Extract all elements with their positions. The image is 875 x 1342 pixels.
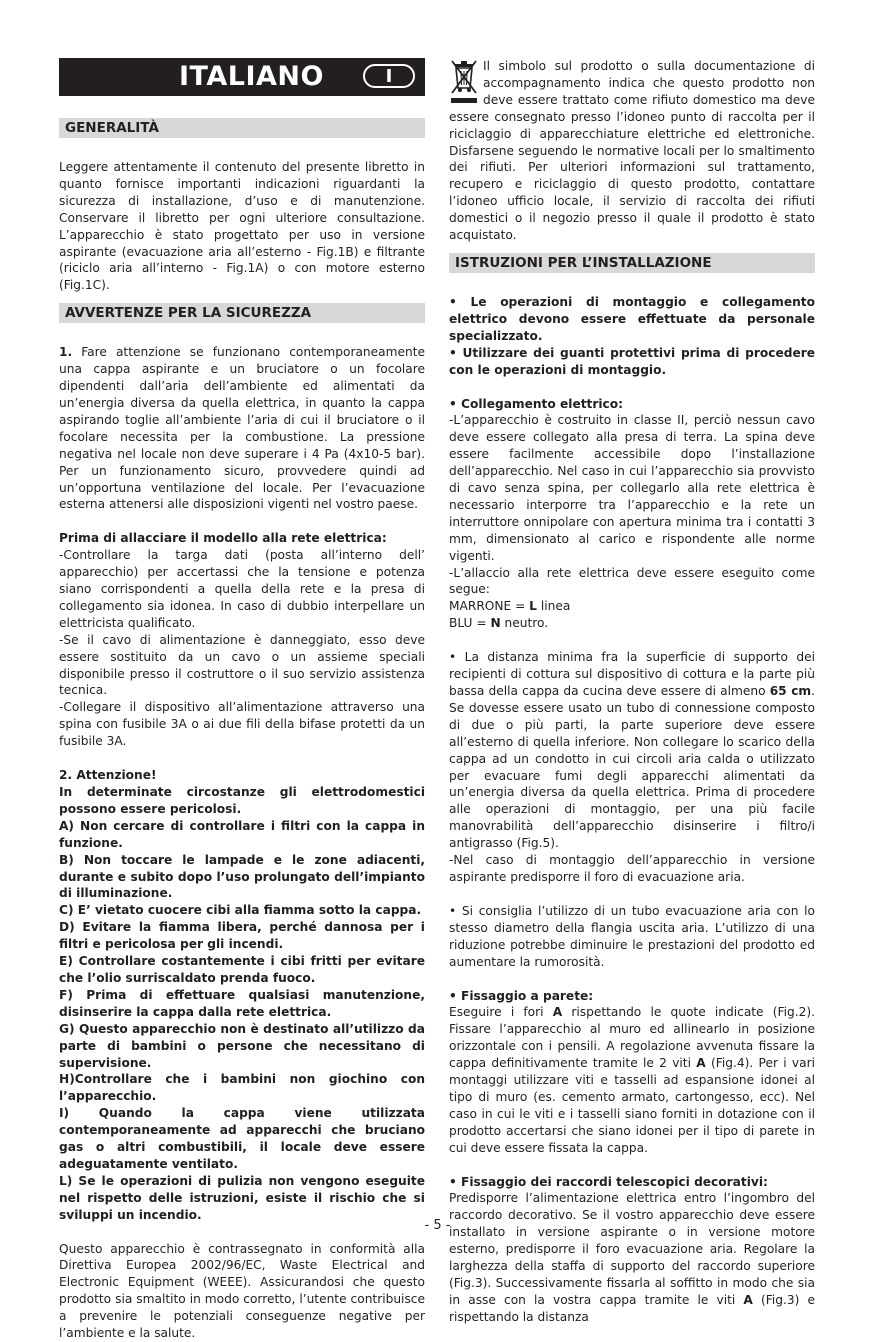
distanza-paragraph	[449, 649, 815, 852]
wire-marrone-label: MARRONE =	[449, 599, 530, 614]
warning-1-number: 1.	[59, 345, 73, 360]
tubo-paragraph: • Si consiglia l’utilizzo di un tubo evacuazione aria con lo stesso diametro della flangia uscita aria. L’utilizzo di una riduzione potrebbe diminuire le prestazioni del prodotto ed aumentare la rumorosità.	[449, 903, 815, 969]
attenzione-item: G) Questo apparecchio non è destinato all’utilizzo da parte di bambini o persone che necessitano di supervisione.	[59, 1021, 425, 1070]
distanza-text-post: . Se dovesse essere usato un tubo di connessione composto di due o più parti, la parte superiore deve essere all’esterno di quella inferiore. Non collegare lo scarico della cappa ad un condotto in cui circoli aria calda o utilizzato per evacuare fumi degli apparecchi alimentati da un’energia diversa da quella elettrica. Prima di procedere alle operazioni di montaggio, per una più facile manovrabilità dell’apparecchio disinserire i filtro/i antigrasso (Fig.5).	[449, 684, 815, 851]
collegamento-paragraph: -L’apparecchio è costruito in classe II, perciò nessun cavo deve essere collegato alla presa di terra. La spina deve essere facilmente accessibile dopo l’installazione dell’apparecchio. Nel caso in cui l’apparecchio sia provvisto di cavo senza spina, per collegarlo alla rete elettrica è necessario interporre tra l’apparecchio e la rete un interruttore onnipolare con apertura minima tra i contatti 3 mm, dimensionato al carico e rispondente alle norme vigenti.	[449, 413, 815, 563]
collegamento-heading: • Collegamento elettrico:	[449, 396, 624, 411]
fissaggio-text-mid: rispettando le quote indicate (Fig.2). Fissare l’apparecchio al muro ed allinearlo in posizione orizzontale con i pensili. A regolazione avvenuta fissare la cappa definitivamente tramite le 2 viti	[449, 1005, 815, 1071]
wire-marrone-code: L	[529, 599, 537, 614]
language-title-bar	[59, 58, 425, 96]
prima-heading: Prima di allacciare il modello alla rete elettrica:	[59, 531, 387, 546]
weee-paragraph: Questo apparecchio è contrassegnato in conformità alla Direttiva Europea 2002/96/EC, Waste Electrical and Electronic Equipment (WEEE). Assicurandosi che questo prodotto sia smaltito in modo corretto, l’utente contribuisce a prevenire le potenziali conseguenze negative per l’ambiente e la salute.	[59, 1241, 425, 1341]
installation-warning: • Le operazioni di montaggio e collegamento elettrico devono essere effettuate da personale specializzato.	[449, 294, 815, 343]
wire-blu-suffix: neutro.	[500, 616, 549, 631]
section-heading-generalita: GENERALITÀ	[59, 118, 425, 138]
wire-blu-label: BLU =	[449, 616, 491, 631]
prima-item: -Se il cavo di alimentazione è danneggiato, esso deve essere sostituito da un cavo o un assieme speciali disponibile presso il costruttore o il suo servizio assistenza tecnica.	[59, 632, 425, 698]
language-code-badge: I	[363, 64, 415, 88]
intro-paragraph: Leggere attentamente il contenuto del presente libretto in quanto fornisce importanti indicazioni riguardanti la sicurezza di installazione, d’uso e di manutenzione. Conservare il libretto per ogni ulteriore consultazione. L’apparecchio è stato progettato per uso in versione aspirante (evacuazione aria all’esterno - Fig.1B) e filtrante (riciclo aria all’interno - Fig.1A) o con motore esterno (Fig.1C).	[59, 160, 425, 293]
attenzione-item: I) Quando la cappa viene utilizzata contemporaneamente ad apparecchi che bruciano gas o altri combustibili, il locale deve essere adeguatamente ventilato.	[59, 1106, 425, 1171]
prima-item: -Collegare il dispositivo all’alimentazione attraverso una spina con fusibile 3A o ai due fili della bifase protetti da un fusibile 3A.	[59, 700, 425, 749]
distanza-text-pre: • La distanza minima fra la superficie di supporto dei recipienti di cottura sul dispositivo di cottura e la parte più bassa della cappa da cucina deve essere di almeno	[449, 650, 815, 698]
page-number: - 5 -	[424, 1218, 451, 1233]
right-column	[449, 58, 815, 1326]
fissaggio-ref-a: A	[552, 1005, 563, 1020]
wire-blu	[449, 615, 815, 632]
crossed-bin-icon	[449, 58, 479, 106]
attenzione-item: A) Non cercare di controllare i filtri con la cappa in funzione.	[59, 818, 425, 850]
attenzione-item: D) Evitare la fiamma libera, perché dannosa per i filtri e pericolosa per gli incendi.	[59, 920, 425, 952]
fissaggio-heading: • Fissaggio a parete:	[449, 988, 594, 1003]
attenzione-heading: 2. Attenzione!	[59, 768, 157, 783]
prima-item: -Controllare la targa dati (posta all’interno dell’ apparecchio) per accertassi che la tensione e potenza siano corrispondenti a quella della rete e la presa di collegamento sia idonea. In caso di dubbio interpellare un elettricista qualificato.	[59, 548, 425, 630]
attenzione-item: C) E’ vietato cuocere cibi alla fiamma sotto la cappa.	[59, 903, 422, 918]
wire-marrone	[449, 598, 815, 615]
section-heading-avvertenze: AVVERTENZE PER LA SICUREZZA	[59, 303, 425, 323]
raccordi-text-post: (Fig.3) e rispettando la distanza	[449, 1292, 815, 1324]
wire-marrone-suffix: linea	[536, 599, 571, 614]
warning-1-text: Fare attenzione se funzionano contemporaneamente una cappa aspirante e un bruciatore o un focolare dipendenti dall’aria dell’ambiente ed alimentati da un’energia diversa da quella elettrica, in quanto la cappa aspirando toglie all’ambiente l’aria di cui il bruciatore o il focolare necessita per la combustione. La pressione negativa nel locale non deve superare i 4 Pa (4x10-5 bar). Per un funzionamento sicuro, provvedere quindi ad un’opportuna ventilazione del locale. Per l’evacuazione esterna attenersi alle disposizioni vigenti nel vostro paese.	[59, 345, 425, 512]
left-column	[59, 58, 425, 1342]
collegamento-paragraph-2: -L’allaccio alla rete elettrica deve essere eseguito come segue:	[449, 565, 815, 597]
fissaggio-text-pre: Eseguire i fori	[449, 1005, 553, 1020]
raccordi-heading: • Fissaggio dei raccordi telescopici decorativi:	[449, 1174, 768, 1189]
distanza-paragraph-2: -Nel caso di montaggio dell’apparecchio in versione aspirante predisporre il foro di evacuazione aria.	[449, 853, 815, 884]
fissaggio-text-post: (Fig.4). Per i vari montaggi utilizzare viti e tasselli ad espansione idonei al tipo di muro (es. cemento armato, cartongesso, ecc). Nel caso in cui le viti e i tasselli siano forniti in dotazione con il prodotto accertarsi che siano idonei per il tipo di parete in cui deve essere fissata la cappa.	[449, 1056, 815, 1155]
attenzione-item: L) Se le operazioni di pulizia non vengono eseguite nel rispetto delle istruzioni, esiste il rischio che si sviluppi un incendio.	[59, 1173, 425, 1222]
attenzione-intro: In determinate circostanze gli elettrodomestici possono essere pericolosi.	[59, 785, 425, 816]
language-title: ITALIANO	[179, 61, 324, 92]
distanza-value: 65 cm	[769, 684, 812, 698]
weee-symbol-paragraph: Il simbolo sul prodotto o sulla documentazione di accompagnamento indica che questo prodotto non deve essere trattato come rifiuto domestico ma deve essere consegnato presso l’idoneo punto di raccolta per il riciclaggio di apparecchiature elettriche ed elettroniche. Disfarsene seguendo le normative locali per lo smaltimento dei rifiuti. Per ulteriori informazioni sul trattamento, recupero e riciclaggio di questo prodotto, contattare l’idoneo ufficio locale, il servizio di raccolta dei rifiuti domestici o il negozio presso il quale il prodotto è stato acquistato.	[449, 59, 815, 243]
wire-blu-code: N	[490, 616, 501, 631]
raccordi-paragraph	[449, 1190, 815, 1325]
raccordi-text-pre: Predisporre l’alimentazione elettrica entro l’ingombro del raccordo decorativo. Se il vostro apparecchio deve essere installato in versione aspirante o in versione motore esterno, predisporre il foro evacuazione aria. Regolare la larghezza della staffa di supporto del raccordo superiore (Fig.3). Successivamente fissarla al soffitto in modo che sia in asse con la vostra cappa tramite le viti	[449, 1191, 815, 1307]
fissaggio-ref-a: A	[696, 1056, 706, 1071]
fissaggio-paragraph	[449, 1004, 815, 1156]
attenzione-item: H)Controllare che i bambini non giochino con l’apparecchio.	[59, 1072, 425, 1104]
warning-1-paragraph	[59, 344, 425, 513]
section-heading-istruzioni: ISTRUZIONI PER L’INSTALLAZIONE	[449, 253, 815, 273]
attenzione-item: F) Prima di effettuare qualsiasi manutenzione, disinserire la cappa dalla rete elettrica.	[59, 987, 425, 1019]
attenzione-item: B) Non toccare le lampade e le zone adiacenti, durante e subito dopo l’uso prolungato dell’impianto di illuminazione.	[59, 852, 425, 901]
gloves-warning: • Utilizzare dei guanti protettivi prima di procedere con le operazioni di montaggio.	[449, 345, 815, 377]
attenzione-item: E) Controllare costantemente i cibi fritti per evitare che l’olio surriscaldato prenda fuoco.	[59, 954, 425, 985]
raccordi-ref-a: A	[743, 1292, 753, 1307]
